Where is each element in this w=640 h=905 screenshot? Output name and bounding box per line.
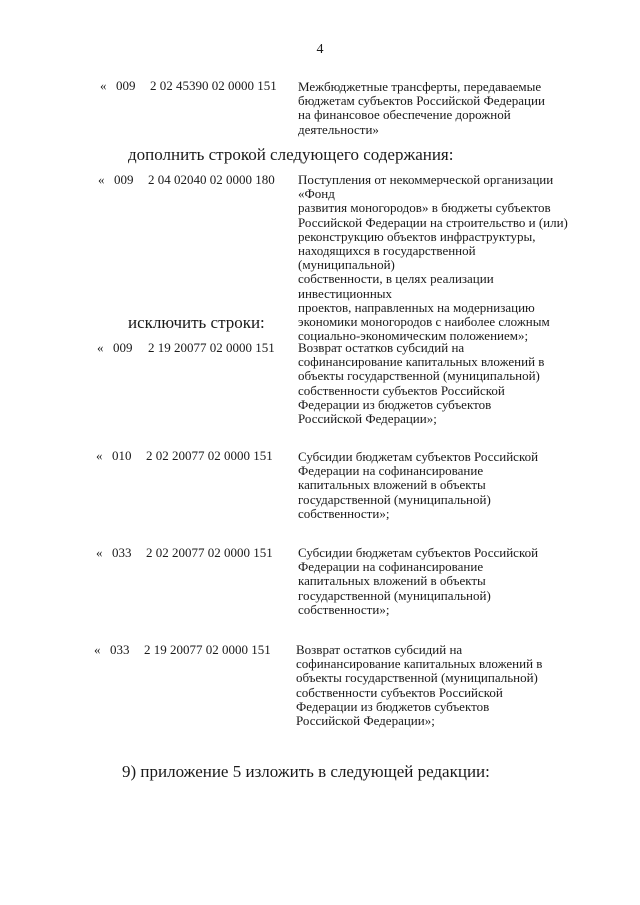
opening-quote: « xyxy=(98,172,105,187)
description-line: бюджетам субъектов Российской Федерации xyxy=(298,93,545,109)
description-line: софинансирование капитальных вложений в xyxy=(296,656,543,672)
description-line: Федерации на софинансирование xyxy=(298,559,484,575)
description-line: собственности»; xyxy=(298,505,390,521)
description-line: Межбюджетные трансферты, передаваемые xyxy=(298,79,542,94)
description-line: объекты государственной (муниципальной) xyxy=(298,368,540,384)
opening-quote: « xyxy=(97,340,104,355)
opening-quote: « xyxy=(96,545,103,560)
instruction-exclude-lines: исключить строки: xyxy=(128,313,265,332)
revenue-description xyxy=(298,546,568,617)
budget-classification-code: 2 19 20077 02 0000 151 xyxy=(144,642,271,657)
revenue-description xyxy=(298,173,568,343)
description-line: Российской Федерации»; xyxy=(296,713,435,729)
opening-quote: « xyxy=(96,448,103,463)
description-line: собственности, в целях реализации инвестиционных xyxy=(298,271,494,301)
description-line: Федерации на софинансирование xyxy=(298,463,484,479)
description-line: Федерации из бюджетов субъектов xyxy=(296,698,490,714)
description-line: софинансирование капитальных вложений в xyxy=(298,354,545,370)
budget-classification-code: 2 02 20077 02 0000 151 xyxy=(146,545,273,560)
description-line: капитальных вложений в объекты xyxy=(298,573,486,589)
budget-classification-code: 2 19 20077 02 0000 151 xyxy=(148,340,275,355)
description-line: Субсидии бюджетам субъектов Российской xyxy=(298,545,539,560)
page-number: 4 xyxy=(316,42,324,57)
admin-code: 033 xyxy=(110,642,130,657)
description-line: Поступления от некоммерческой организации «Фонд xyxy=(298,172,554,202)
admin-code: 009 xyxy=(114,172,134,187)
instruction-add-line: дополнить строкой следующего содержания: xyxy=(128,145,454,164)
description-line: собственности субъектов Российской xyxy=(298,382,505,398)
revenue-description xyxy=(298,80,568,137)
description-line: развития моногородов» в бюджеты субъектов xyxy=(298,200,551,216)
description-line: на финансовое обеспечение дорожной xyxy=(298,107,511,123)
description-line: реконструкцию объектов инфраструктуры, xyxy=(298,228,536,244)
description-line: Российской Федерации на строительство и (или) xyxy=(298,214,568,230)
description-line: экономики моногородов с наиболее сложным xyxy=(298,314,550,330)
description-line: Субсидии бюджетам субъектов Российской xyxy=(298,449,539,464)
description-line: государственной (муниципальной) xyxy=(298,587,491,603)
description-line: Российской Федерации»; xyxy=(298,411,437,427)
opening-quote: « xyxy=(100,78,107,93)
revenue-description xyxy=(298,341,568,426)
admin-code: 033 xyxy=(112,545,132,560)
instruction-appendix: 9) приложение 5 изложить в следующей редакции: xyxy=(122,762,490,781)
budget-classification-code: 2 02 45390 02 0000 151 xyxy=(150,78,277,93)
description-line: объекты государственной (муниципальной) xyxy=(296,670,538,686)
description-line: собственности субъектов Российской xyxy=(296,684,503,700)
revenue-description xyxy=(298,450,568,521)
admin-code: 010 xyxy=(112,448,132,463)
opening-quote: « xyxy=(94,642,101,657)
description-line: деятельности» xyxy=(298,121,379,137)
description-line: капитальных вложений в объекты xyxy=(298,477,486,493)
description-line: проектов, направленных на модернизацию xyxy=(298,299,535,315)
description-line: находящихся в государственной (муниципальной) xyxy=(298,243,476,273)
admin-code: 009 xyxy=(113,340,133,355)
description-line: Федерации из бюджетов субъектов xyxy=(298,396,492,412)
description-line: государственной (муниципальной) xyxy=(298,491,491,507)
admin-code: 009 xyxy=(116,78,136,93)
budget-classification-code: 2 02 20077 02 0000 151 xyxy=(146,448,273,463)
revenue-description xyxy=(296,643,566,728)
description-line: социально-экономическим положением»; xyxy=(298,328,529,344)
budget-classification-code: 2 04 02040 02 0000 180 xyxy=(148,172,275,187)
description-line: Возврат остатков субсидий на xyxy=(298,340,465,355)
description-line: собственности»; xyxy=(298,601,390,617)
description-line: Возврат остатков субсидий на xyxy=(296,642,463,657)
